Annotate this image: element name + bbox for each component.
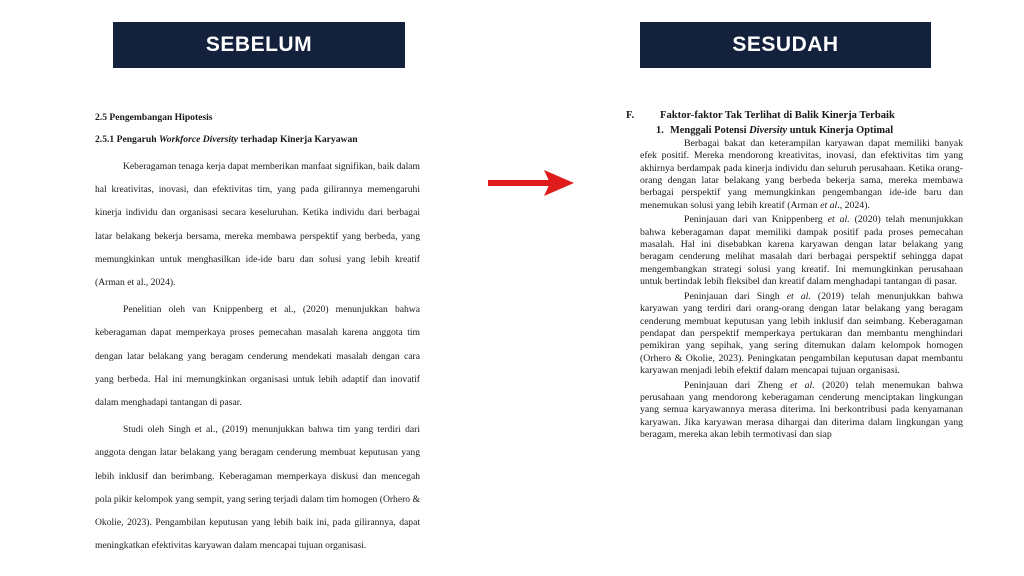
before-banner [113,22,405,68]
after-banner [640,22,931,68]
paragraph: Peninjauan dari Zheng et al. (2020) telah menemukan bahwa perusahaan yang mendorong keberagaman cenderung menciptakan lingkungan yang semua karyawannya merasa diterima. Ini berkontribusi pada kenyamanan karyawan. Jika karyawan merasa dihargai dan diterima dalam lingkungan yang beragam, mereka akan lebih termotivasi dan siap [640,379,964,441]
subsection-heading: 1. Menggali Potensi Diversity untuk Kinerja Optimal [656,125,894,137]
right-arrow-icon [486,168,576,198]
after-document [626,110,963,444]
after-label: SESUDAH [732,33,839,56]
before-label: SEBELUM [205,33,313,56]
paragraph: Berbagai bakat dan keterampilan karyawan dapat memiliki banyak efek positif. Mereka mendorong kreativitas, inovasi, dan efektivitas tim yang akhirnya berdampak pada kinerja individu dan seluruh perusahaan. Ketika orang-orang dengan latar belakang yang berbeda bekerja sama, mereka membawa berbagai perspektif yang memungkinkan pengembangan ide-ide baru dan menemukan solusi yang lebih kreatif (Arman et al., 2024). [640,137,963,211]
paragraph: Penelitian oleh van Knippenberg et al., (2020) menunjukkan bahwa keberagaman dapat memperkaya proses pemecahan masalah karena anggota tim dengan latar belakang yang beragam cenderung mendekati masalah dengan cara yang berbeda. Hal ini memungkinkan organisasi untuk lebih adaptif dan inovatif dalam menghadapi tantangan di pasar. [95,304,420,409]
subsection-heading: 2.5.1 Pengaruh Workforce Diversity terhadap Kinerja Karyawan [95,134,358,145]
section-heading: 2.5 Pengembangan Hipotesis [95,112,213,123]
chapter-heading: F. Faktor-faktor Tak Terlihat di Balik Kinerja Terbaik [626,110,895,121]
paragraph: Studi oleh Singh et al., (2019) menunjukkan bahwa tim yang terdiri dari anggota dengan latar belakang yang beragam cenderung membuat keputusan yang lebih inklusif dan berimbang. Keberagaman memperkaya diskusi dan mencegah pola pikir kelompok yang sempit, yang sering terjadi dalam tim homogen (Orhero & Okolie, 2023). Pengambilan keputusan yang lebih baik ini, pada gilirannya, dapat meningkatkan efektivitas karyawan dalam mencapai tujuan organisasi. [95,424,420,552]
paragraph: Peninjauan dari Singh et al. (2019) telah menunjukkan bahwa karyawan yang terdiri dari orang-orang dengan latar belakang yang beragam cenderung membuat keputusan yang lebih inklusif dan seimbang. Keberagaman pendapat dan perspektif memperkaya pertukaran dan membantu menghindari pemikiran yang sepihak, yang sering ditemukan dalam kelompok homogen (Orhero & Okolie, 2023). Peningkatan pengambilan keputusan dapat membantu karyawan menjadi lebih efektif dalam mencapai tujuan organisasi. [640,290,963,377]
paragraph: Peninjauan dari van Knippenberg et al. (2020) telah menunjukkan bahwa keberagaman dapat memiliki dampak positif pada proses pemecahan masalah. Hal ini disebabkan karena karyawan dengan latar belakang yang beragam cenderung melihat masalah dari berbagai perspektif sehingga dapat mengembangkan strategi solusi yang kreatif. Ini memungkinkan perusahaan untuk bertindak lebih fleksibel dan kreatif dalam menghadapi tantangan di pasar. [640,214,963,288]
before-document [95,111,420,557]
paragraph: Keberagaman tenaga kerja dapat memberikan manfaat signifikan, baik dalam hal kreativitas, inovasi, dan efektivitas tim, yang pada gilirannya memengaruhi kinerja individu dan organisasi secara keseluruhan. Ketika individu dari berbagai latar belakang bekerja bersama, mereka membawa perspektif yang berbeda, yang memungkinkan untuk menghasilkan ide-ide baru dan solusi yang lebih kreatif (Arman et al., 2024). [95,161,421,289]
